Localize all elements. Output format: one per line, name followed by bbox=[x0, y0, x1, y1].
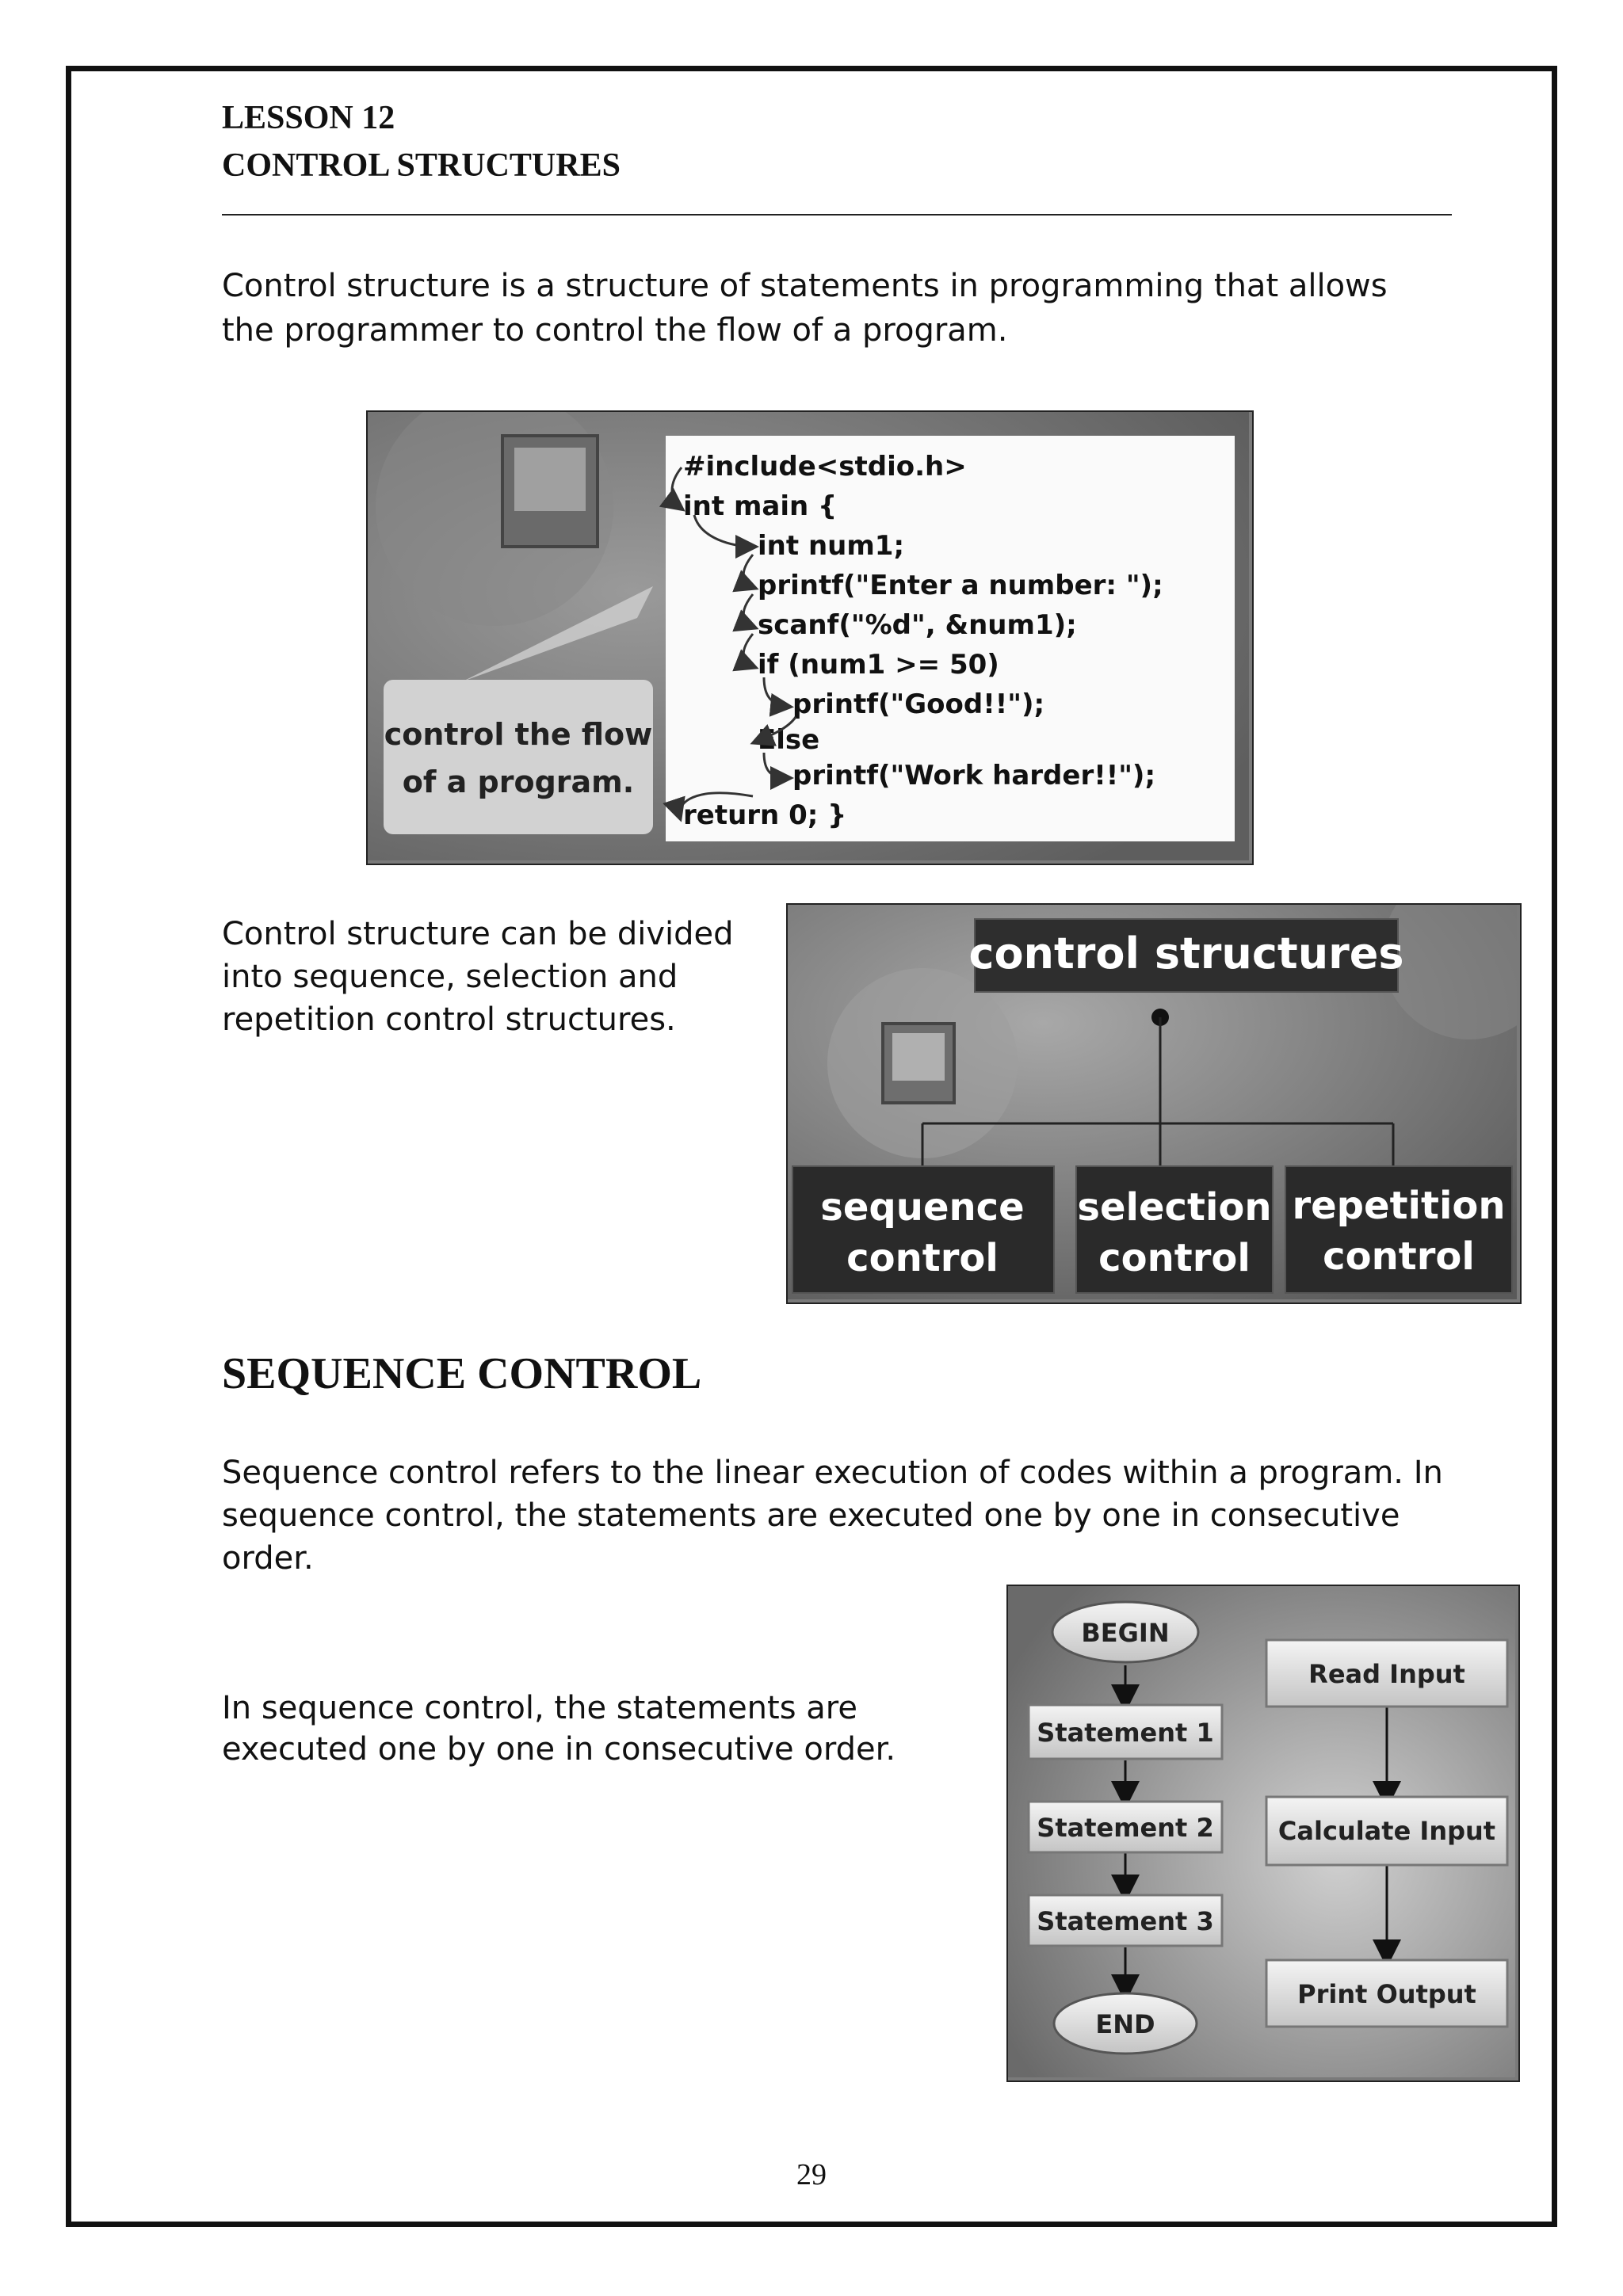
code-line: scanf("%d", &num1); bbox=[758, 609, 1077, 641]
tree-child-selection-line-1: selection bbox=[1077, 1185, 1272, 1230]
side-line-2: executed one by one in consecutive order. bbox=[222, 1731, 896, 1768]
flow-calculate-input-label: Calculate Input bbox=[1277, 1816, 1496, 1846]
code-line: printf("Work harder!!"); bbox=[792, 760, 1156, 791]
section-heading: SEQUENCE CONTROL bbox=[222, 1349, 702, 1398]
code-flow-illustration bbox=[368, 412, 1249, 860]
intro-paragraph bbox=[222, 264, 1388, 353]
lesson-title: CONTROL STRUCTURES bbox=[222, 147, 621, 184]
flow-end-label: END bbox=[1095, 2009, 1155, 2039]
divided-paragraph bbox=[222, 913, 734, 1041]
tree-root-label: control structures bbox=[968, 929, 1404, 978]
side-paragraph bbox=[222, 1688, 896, 1770]
callout-box bbox=[384, 680, 653, 834]
page-number: 29 bbox=[796, 2158, 827, 2191]
code-line: int main { bbox=[683, 490, 838, 522]
code-line: printf("Enter a number: "); bbox=[758, 570, 1163, 601]
header-divider bbox=[222, 214, 1452, 215]
flow-print-output-label: Print Output bbox=[1297, 1979, 1476, 2009]
code-flow-figure bbox=[366, 410, 1254, 865]
sequence-flowchart-figure bbox=[1006, 1585, 1520, 2082]
flow-statement-2-label: Statement 2 bbox=[1037, 1813, 1214, 1843]
code-line: if (num1 >= 50) bbox=[758, 649, 999, 681]
flow-begin-label: BEGIN bbox=[1081, 1618, 1170, 1648]
section-line-1: Sequence control refers to the linear execution of codes within a program. In bbox=[222, 1455, 1443, 1491]
intro-line-1: Control structure is a structure of statements in programming that allows bbox=[222, 268, 1388, 304]
code-line: Else bbox=[758, 724, 820, 756]
tree-child-repetition-line-1: repetition bbox=[1292, 1184, 1506, 1228]
section-line-2: sequence control, the statements are executed one by one in consecutive bbox=[222, 1497, 1400, 1534]
lesson-number: LESSON 12 bbox=[222, 100, 395, 136]
flow-read-input-label: Read Input bbox=[1308, 1659, 1465, 1689]
divided-line-1: Control structure can be divided bbox=[222, 916, 734, 952]
tree-child-sequence-line-1: sequence bbox=[820, 1185, 1025, 1230]
divided-line-3: repetition control structures. bbox=[222, 1001, 676, 1038]
code-line: int num1; bbox=[758, 530, 905, 562]
intro-line-2: the programmer to control the flow of a program. bbox=[222, 312, 1008, 349]
section-paragraph bbox=[222, 1451, 1443, 1580]
tree-child-sequence-line-2: control bbox=[846, 1236, 999, 1280]
callout-line-1: control the flow bbox=[384, 717, 653, 752]
code-line: #include<stdio.h> bbox=[683, 451, 967, 482]
code-line: printf("Good!!"); bbox=[792, 688, 1045, 720]
flow-statement-3-label: Statement 3 bbox=[1037, 1906, 1214, 1936]
tree-child-repetition-line-2: control bbox=[1323, 1234, 1475, 1279]
control-structures-diagram bbox=[788, 905, 1517, 1299]
section-line-3: order. bbox=[222, 1540, 314, 1577]
sequence-flowchart bbox=[1008, 1586, 1515, 2077]
code-line: return 0; } bbox=[683, 799, 847, 831]
callout-line-2: of a program. bbox=[402, 765, 635, 799]
divided-line-2: into sequence, selection and bbox=[222, 959, 678, 995]
tree-child-selection-line-2: control bbox=[1098, 1236, 1251, 1280]
control-structures-figure bbox=[786, 903, 1522, 1304]
flow-statement-1-label: Statement 1 bbox=[1037, 1718, 1214, 1748]
side-line-1: In sequence control, the statements are bbox=[222, 1690, 857, 1726]
